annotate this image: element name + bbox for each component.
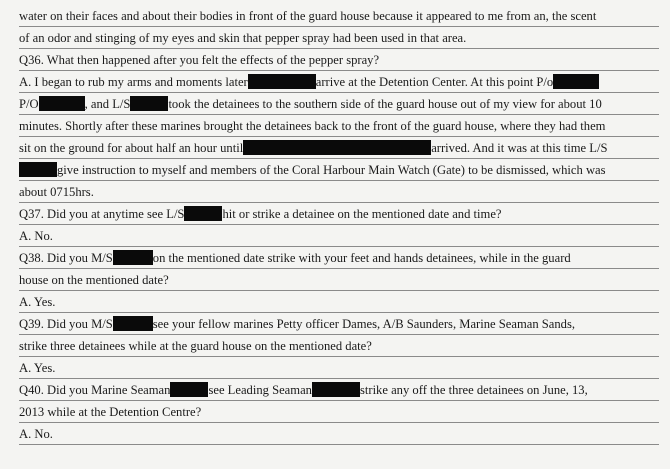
redaction-block [130,96,168,111]
question-38-line-1: Q38. Did you M/S on the mentioned date strike with your feet and hands detainees, while in the guard [19,250,659,269]
answer-39: A. Yes. [19,360,659,379]
redaction-block [39,96,85,111]
question-40-line-1: Q40. Did you Marine Seaman see Leading Seaman strike any off the three detainees on June, 13, [19,382,659,401]
redaction-block [243,140,431,155]
answer-36-line-2: P/O , and L/S took the detainees to the southern side of the guard house out of my view for about 10 [19,96,659,115]
answer-36-line-3: minutes. Shortly after these marines brought the detainees back to the front of the guard house, where they had them [19,118,659,137]
redaction-block [248,74,316,89]
text-line-1: water on their faces and about their bodies in front of the guard house because it appeared to me from an, the scent [19,8,659,27]
redaction-block [19,162,57,177]
question-36: Q36. What then happened after you felt the effects of the pepper spray? [19,52,659,71]
answer-36-line-4: sit on the ground for about half an hour until arrived. And it was at this time L/S [19,140,659,159]
question-40-line-2: 2013 while at the Detention Centre? [19,404,659,423]
redaction-block [113,250,153,265]
answer-37: A. No. [19,228,659,247]
question-37: Q37. Did you at anytime see L/S hit or strike a detainee on the mentioned date and time? [19,206,659,225]
answer-36-line-5: give instruction to myself and members of the Coral Harbour Main Watch (Gate) to be dismissed, which was [19,162,659,181]
question-39-line-1: Q39. Did you M/S see your fellow marines Petty officer Dames, A/B Saunders, Marine Seaman Sands, [19,316,659,335]
text-line-2: of an odor and stinging of my eyes and skin that pepper spray had been used in that area. [19,30,659,49]
redaction-block [170,382,208,397]
redaction-block [184,206,222,221]
answer-40: A. No. [19,426,659,445]
answer-36-line-6: about 0715hrs. [19,184,659,203]
redaction-block [553,74,599,89]
redaction-block [312,382,360,397]
redaction-block [113,316,153,331]
answer-38: A. Yes. [19,294,659,313]
answer-36-line-1: A. I began to rub my arms and moments later arrive at the Detention Center. At this point P/o [19,74,659,93]
question-39-line-2: strike three detainees while at the guard house on the mentioned date? [19,338,659,357]
question-38-line-2: house on the mentioned date? [19,272,659,291]
